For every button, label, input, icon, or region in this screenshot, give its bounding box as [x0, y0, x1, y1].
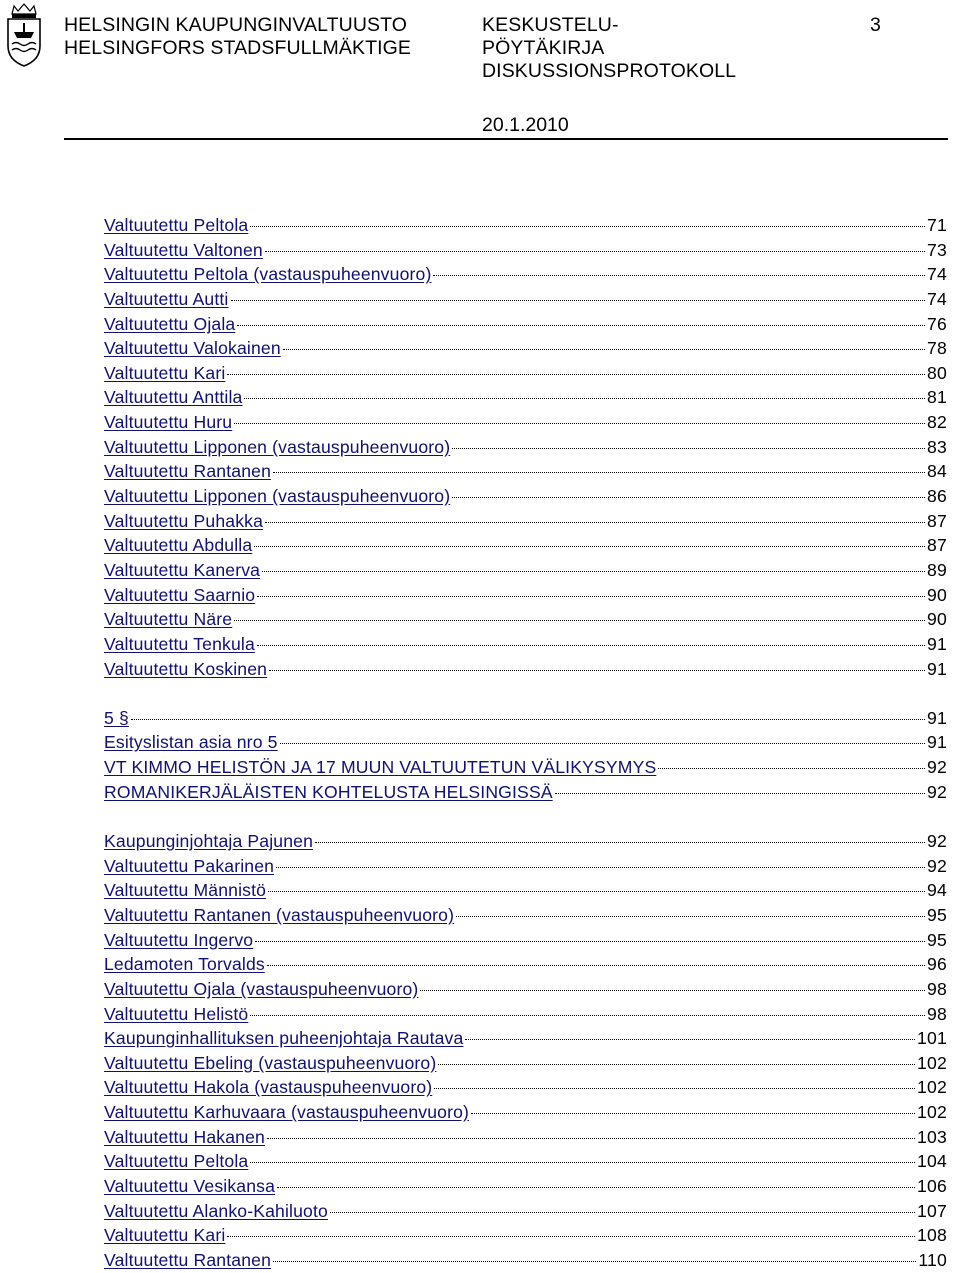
toc-dot-leader — [250, 226, 925, 227]
toc-entry[interactable] — [104, 312, 947, 337]
toc-dot-leader — [277, 1187, 915, 1188]
toc-entry-link[interactable]: Valtuutettu Pakarinen — [104, 855, 275, 876]
toc-page-number: 102 — [917, 1102, 947, 1123]
toc-dot-leader — [471, 1113, 915, 1114]
toc-page-number: 80 — [927, 362, 947, 383]
toc-entry-link[interactable]: Valtuutettu Helistö — [104, 1003, 249, 1024]
toc-page-number: 91 — [927, 658, 947, 679]
toc-entry-link[interactable]: Valtuutettu Karhuvaara (vastauspuheenvuoro) — [104, 1102, 470, 1123]
toc-entry[interactable] — [104, 1075, 947, 1100]
header-org-finnish: HELSINGIN KAUPUNGINVALTUUSTO — [64, 14, 408, 36]
toc-entry[interactable] — [104, 509, 947, 534]
toc-entry-link[interactable]: Valtuutettu Tenkula — [104, 633, 255, 654]
toc-dot-leader — [283, 349, 925, 350]
toc-entry-link[interactable]: Valtuutettu Huru — [104, 412, 233, 433]
toc-entry-link[interactable]: Valtuutettu Kanerva — [104, 559, 261, 580]
toc-page-number: 92 — [927, 831, 947, 852]
toc-dot-leader — [257, 596, 925, 597]
toc-entry-link[interactable]: Valtuutettu Valokainen — [104, 338, 281, 359]
toc-entry[interactable] — [104, 854, 947, 879]
toc-page-number: 82 — [927, 412, 947, 433]
toc-page-number: 90 — [927, 609, 947, 630]
toc-entry-link[interactable]: Valtuutettu Koskinen — [104, 658, 268, 679]
toc-entry-link[interactable]: Valtuutettu Hakanen — [104, 1126, 265, 1147]
toc-dot-leader — [452, 448, 925, 449]
toc-entry-link[interactable]: 5 § — [104, 707, 129, 728]
toc-dot-leader — [330, 1212, 915, 1213]
toc-entry[interactable] — [104, 780, 947, 805]
toc-page-number: 94 — [927, 880, 947, 901]
toc-entry[interactable] — [104, 435, 947, 460]
toc-entry[interactable] — [104, 1149, 947, 1174]
toc-entry[interactable] — [104, 1125, 947, 1150]
toc-page-number: 74 — [927, 264, 947, 285]
toc-entry-link[interactable]: Valtuutettu Saarnio — [104, 584, 256, 605]
toc-entry-link[interactable]: Esityslistan asia nro 5 — [104, 732, 278, 753]
header-doctype-line2: PÖYTÄKIRJA — [482, 37, 605, 59]
toc-page-number: 76 — [927, 313, 947, 334]
document-date: 20.1.2010 — [482, 114, 569, 136]
toc-entry-link[interactable]: Valtuutettu Abdulla — [104, 535, 253, 556]
toc-dot-leader — [227, 1236, 915, 1237]
toc-entry-link[interactable]: Valtuutettu Rantanen — [104, 1249, 272, 1270]
toc-page-number: 73 — [927, 239, 947, 260]
toc-page-number: 101 — [917, 1028, 947, 1049]
toc-page-number: 98 — [927, 978, 947, 999]
toc-entry-link[interactable]: Valtuutettu Ingervo — [104, 929, 254, 950]
toc-page-number: 87 — [927, 510, 947, 531]
toc-entry[interactable] — [104, 977, 947, 1002]
toc-entry-link[interactable]: Valtuutettu Alanko-Kahiluoto — [104, 1200, 328, 1221]
toc-dot-leader — [420, 990, 925, 991]
toc-entry[interactable] — [104, 952, 947, 977]
toc-page-number: 86 — [927, 486, 947, 507]
toc-page-number: 98 — [927, 1003, 947, 1024]
toc-dot-leader — [255, 941, 925, 942]
toc-entry[interactable] — [104, 878, 947, 903]
toc-entry-link[interactable]: Valtuutettu Puhakka — [104, 510, 264, 531]
toc-page-number: 108 — [917, 1225, 947, 1246]
toc-page-number: 87 — [927, 535, 947, 556]
toc-dot-leader — [465, 1039, 915, 1040]
toc-page-number: 110 — [918, 1249, 947, 1270]
toc-entry-link[interactable]: Valtuutettu Hakola (vastauspuheenvuoro) — [104, 1077, 433, 1098]
toc-dot-leader — [267, 1138, 915, 1139]
toc-entry[interactable] — [104, 1002, 947, 1027]
toc-entry[interactable] — [104, 1100, 947, 1125]
toc-page-number: 103 — [917, 1126, 947, 1147]
toc-entry[interactable] — [104, 238, 947, 263]
toc-dot-leader — [227, 374, 925, 375]
toc-entry[interactable] — [104, 459, 947, 484]
toc-page-number: 90 — [927, 584, 947, 605]
toc-entry-link[interactable]: Valtuutettu Lipponen (vastauspuheenvuoro) — [104, 436, 451, 457]
toc-page-number: 91 — [927, 732, 947, 753]
toc-page-number: 96 — [927, 954, 947, 975]
toc-entry-link[interactable]: Valtuutettu Kari — [104, 362, 226, 383]
toc-page-number: 106 — [917, 1175, 947, 1196]
toc-entry-link[interactable]: VT KIMMO HELISTÖN JA 17 MUUN VALTUUTETUN VÄLIKYSYMYS — [104, 757, 657, 778]
toc-entry[interactable] — [104, 1026, 947, 1051]
toc-entry-link[interactable]: Valtuutettu Männistö — [104, 880, 267, 901]
toc-page-number: 71 — [927, 215, 947, 235]
toc-entry[interactable] — [104, 706, 947, 731]
toc-entry[interactable] — [104, 262, 947, 287]
toc-entry[interactable] — [104, 928, 947, 953]
header-organization — [64, 14, 411, 60]
toc-page-number: 92 — [927, 781, 947, 802]
toc-entry[interactable] — [104, 583, 947, 608]
toc-dot-leader — [658, 768, 925, 769]
toc-dot-leader — [452, 497, 925, 498]
toc-entry[interactable] — [104, 755, 947, 780]
header-doctype-line1: KESKUSTELU- — [482, 14, 619, 36]
toc-entry[interactable] — [104, 287, 947, 312]
toc-dot-leader — [234, 423, 925, 424]
toc-page-number: 95 — [927, 904, 947, 925]
toc-page-number: 92 — [927, 757, 947, 778]
toc-dot-leader — [250, 1162, 915, 1163]
toc-dot-leader — [433, 275, 925, 276]
toc-page-number: 83 — [927, 436, 947, 457]
toc-dot-leader — [555, 793, 925, 794]
toc-entry-link[interactable]: Valtuutettu Rantanen — [104, 461, 272, 482]
toc-entry-link[interactable]: Valtuutettu Peltola — [104, 215, 249, 235]
page-number: 3 — [870, 14, 881, 36]
toc-dot-leader — [273, 472, 925, 473]
toc-dot-leader — [254, 546, 925, 547]
header-doctype-line3: DISKUSSIONSPROTOKOLL — [482, 60, 737, 82]
toc-dot-leader — [456, 916, 925, 917]
toc-page-number: 102 — [917, 1077, 947, 1098]
toc-page-number: 91 — [927, 633, 947, 654]
toc-entry[interactable] — [104, 1051, 947, 1076]
toc-dot-leader — [262, 571, 925, 572]
toc-page-number: 78 — [927, 338, 947, 359]
toc-page-number: 92 — [927, 855, 947, 876]
toc-entry-link[interactable]: Valtuutettu Ojala (vastauspuheenvuoro) — [104, 978, 419, 999]
toc-entry[interactable] — [104, 829, 947, 854]
toc-page-number: 89 — [927, 559, 947, 580]
header-org-swedish: HELSINGFORS STADSFULLMÄKTIGE — [64, 37, 412, 59]
toc-dot-leader — [265, 522, 925, 523]
toc-entry-link[interactable]: Valtuutettu Autti — [104, 288, 229, 309]
toc-dot-leader — [257, 645, 925, 646]
toc-entry[interactable] — [104, 1223, 947, 1248]
toc-entry-link[interactable]: Valtuutettu Anttila — [104, 387, 243, 408]
toc-entry[interactable] — [104, 730, 947, 755]
toc-entry[interactable] — [104, 336, 947, 361]
toc-dot-leader — [280, 743, 925, 744]
toc-entry-link[interactable]: Valtuutettu Vesikansa — [104, 1175, 276, 1196]
helsinki-crest-logo — [4, 2, 44, 68]
toc-entry-link[interactable]: Valtuutettu Rantanen (vastauspuheenvuoro) — [104, 904, 455, 925]
toc-dot-leader — [250, 1015, 925, 1016]
toc-page-number: 84 — [927, 461, 947, 482]
toc-dot-leader — [273, 1261, 916, 1262]
toc-entry-link[interactable]: Valtuutettu Valtonen — [104, 239, 263, 260]
toc-dot-leader — [434, 1088, 915, 1089]
toc-entry[interactable] — [104, 484, 947, 509]
toc-entry[interactable] — [104, 632, 947, 657]
toc-dot-leader — [315, 842, 925, 843]
toc-entry[interactable] — [104, 657, 947, 682]
toc-dot-leader — [231, 300, 926, 301]
toc-entry[interactable] — [104, 361, 947, 386]
toc-entry-link[interactable]: Valtuutettu Peltola — [104, 1151, 249, 1172]
toc-entry[interactable] — [104, 213, 947, 238]
toc-page-number: 91 — [927, 707, 947, 728]
toc-dot-leader — [234, 620, 925, 621]
toc-entry[interactable] — [104, 385, 947, 410]
toc-entry[interactable] — [104, 1199, 947, 1224]
toc-entry-link[interactable]: Kaupunginjohtaja Pajunen — [104, 831, 314, 852]
toc-page-number: 95 — [927, 929, 947, 950]
toc-page-number: 81 — [927, 387, 947, 408]
toc-page-number: 74 — [927, 288, 947, 309]
toc-dot-leader — [276, 867, 925, 868]
toc-entry[interactable] — [104, 607, 947, 632]
toc-entry[interactable] — [104, 903, 947, 928]
toc-entry-link[interactable]: ROMANIKERJÄLÄISTEN KOHTELUSTA HELSINGISSÄ — [104, 781, 553, 802]
table-of-contents — [104, 213, 947, 1273]
header-document-type — [482, 14, 736, 83]
toc-entry-link[interactable]: Valtuutettu Ebeling (vastauspuheenvuoro) — [104, 1052, 437, 1073]
toc-entry-link[interactable]: Valtuutettu Ojala — [104, 313, 236, 334]
toc-page-number: 102 — [917, 1052, 947, 1073]
header-divider — [64, 138, 948, 140]
toc-dot-leader — [131, 719, 925, 720]
toc-entry-link[interactable]: Valtuutettu Kari — [104, 1225, 226, 1246]
toc-entry[interactable] — [104, 558, 947, 583]
toc-dot-leader — [244, 398, 925, 399]
toc-entry-link[interactable]: Ledamoten Torvalds — [104, 954, 265, 975]
toc-entry[interactable] — [104, 410, 947, 435]
toc-entry-link[interactable]: Valtuutettu Lipponen (vastauspuheenvuoro) — [104, 486, 451, 507]
toc-entry-link[interactable]: Valtuutettu Näre — [104, 609, 233, 630]
toc-page-number: 107 — [917, 1200, 947, 1221]
toc-entry-link[interactable]: Kaupunginhallituksen puheenjohtaja Rautava — [104, 1028, 464, 1049]
toc-dot-leader — [237, 325, 925, 326]
toc-dot-leader — [268, 891, 925, 892]
toc-entry[interactable] — [104, 1248, 947, 1273]
toc-dot-leader — [269, 670, 925, 671]
toc-entry[interactable] — [104, 1174, 947, 1199]
toc-page-number: 104 — [917, 1151, 947, 1172]
toc-entry[interactable] — [104, 533, 947, 558]
toc-dot-leader — [267, 965, 925, 966]
toc-dot-leader — [265, 251, 925, 252]
toc-entry-link[interactable]: Valtuutettu Peltola (vastauspuheenvuoro) — [104, 264, 432, 285]
toc-dot-leader — [438, 1064, 915, 1065]
